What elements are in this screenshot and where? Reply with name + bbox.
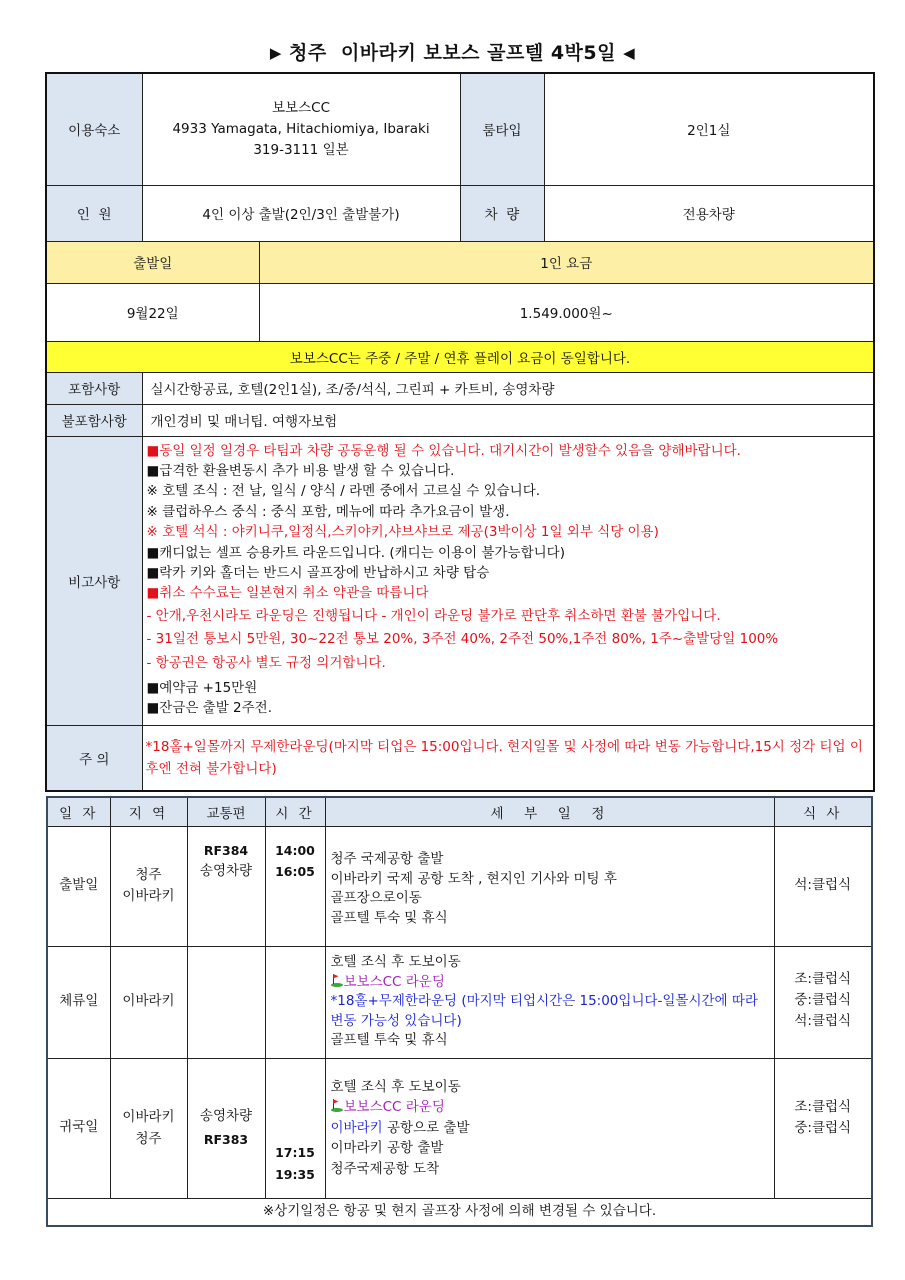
lodging-row: [46, 73, 874, 185]
day-meal: [774, 1058, 872, 1198]
price-value: 1.549.000원~: [259, 283, 874, 341]
time-line: 17:15: [275, 1144, 315, 1160]
caution-row: [46, 725, 874, 791]
day-meal: [774, 946, 872, 1058]
remarks-row: [46, 436, 874, 725]
people-label: 인 원: [46, 185, 142, 241]
region-line: 이바라키: [122, 1109, 175, 1125]
footer-row: [47, 1198, 872, 1226]
remark-line: ■잔금은 출발 2주전.: [146, 700, 273, 717]
remarks-label: 비고사항: [46, 436, 142, 725]
remark-line: - 안개,우천시라도 라운딩은 진행됩니다 - 개인이 라운딩 불가로 판단후 취소하면 환불 불가입니다.: [146, 607, 721, 624]
header-time: 시 간: [265, 797, 325, 826]
header-meal: 식 사: [774, 797, 872, 826]
right-arrow-icon: ▶: [269, 44, 282, 62]
day-region: 이바라키: [110, 946, 187, 1058]
schedule-line: [331, 1118, 768, 1139]
time-line: 14:00: [275, 842, 315, 858]
flight-number: RF383: [203, 1132, 249, 1147]
remark-line: ■예약금 +15만원: [146, 679, 258, 696]
left-arrow-icon: ◀: [623, 44, 636, 62]
car-label: 차 량: [460, 185, 544, 241]
remark-line: ※ 클럽하우스 중식 : 중식 포함, 메뉴에 따라 추가요금이 발생.: [146, 503, 510, 520]
price-header-row: [46, 241, 874, 283]
day-time: [265, 946, 325, 1058]
departure-date: 9월22일: [46, 283, 259, 341]
schedule-line: 청주 국제공항 출발: [330, 851, 444, 867]
day-label: 출발일: [47, 826, 110, 946]
day-schedule: [325, 946, 774, 1058]
remark-line: ■동일 일정 일경우 타팀과 차량 공동운행 될 수 있습니다. 대기시간이 발생할수 있음을 양해바랍니다.: [146, 442, 741, 459]
region-line: 청주: [135, 1131, 162, 1147]
remark-line: ■캐디없는 셀프 승용카트 라운드입니다. (캐디는 이용이 불가능합니다): [146, 544, 565, 561]
lodging-address-1: 4933 Yamagata, Hitachiomiya, Ibaraki: [172, 120, 430, 137]
remark-line: - 31일전 통보시 5만원, 30~22전 통보 20%, 3주전 40%, 2주전 50%,1주전 80%, 1주~출발당일 100%: [146, 631, 779, 648]
region-line: 이바라키: [122, 888, 175, 904]
itinerary-header-row: [47, 797, 872, 826]
table-row: [47, 1058, 872, 1198]
remark-line: ※ 호텔 조식 : 전 날, 일식 / 양식 / 라멘 중에서 고르실 수 있습니다.: [146, 483, 541, 500]
remark-line: - 항공권은 항공사 별도 규정 의거합니다.: [146, 654, 386, 671]
meal-line: 조:클럽식: [794, 1098, 852, 1115]
remark-line: ※ 호텔 석식 : 야키니쿠,일정식,스키야키,샤브샤브로 제공(3박이상 1일 외부 식당 이용): [146, 524, 659, 541]
day-region: [110, 1058, 187, 1198]
remark-line: ■락카 키와 홀더는 반드시 골프장에 반납하시고 차량 탑승: [146, 564, 490, 581]
schedule-line: 골프텔 투숙 및 휴식: [330, 909, 448, 926]
schedule-line: 청주국제공항 도착: [330, 1160, 440, 1177]
lodging-value: [142, 73, 460, 185]
table-row: [47, 826, 872, 946]
table-row: [47, 946, 872, 1058]
golf-flag-icon: [331, 1099, 343, 1112]
day-region: [110, 826, 187, 946]
meal-line: 조:클럽식: [794, 970, 852, 987]
golf-flag-icon: [331, 974, 343, 987]
included-label: 포함사항: [46, 372, 142, 404]
golf-round-line: [331, 973, 768, 993]
title-text: 청주 이바라키 보보스 골프텔 4박5일: [289, 42, 616, 64]
remarks-list: [142, 436, 874, 725]
transport-line: 송영차량: [199, 862, 253, 879]
price-header: 1인 요금: [259, 241, 874, 283]
remark-line: ■급격한 환율변동시 추가 비용 발생 할 수 있습니다.: [146, 462, 455, 479]
excluded-label: 불포함사항: [46, 404, 142, 436]
schedule-line: 이마라키 공항 출발: [330, 1140, 444, 1156]
golf-round-text: 보보스CC 라운딩: [343, 1099, 445, 1115]
flight-number: RF384: [203, 842, 249, 858]
schedule-line: 골프텔 투숙 및 휴식: [330, 1032, 448, 1049]
notice-row: [46, 341, 874, 372]
schedule-line: 호텔 조식 후 도보이동: [330, 954, 461, 971]
meal-line: 중:클럽식: [794, 991, 852, 1008]
itinerary-footnote: ※상기일정은 항공 및 현지 골프장 사정에 의해 변경될 수 있습니다.: [47, 1198, 872, 1226]
header-date: 일 자: [47, 797, 110, 826]
car-value: 전용차량: [544, 185, 874, 241]
meal-line: 석:클럽식: [794, 1012, 852, 1029]
lodging-label: 이용숙소: [46, 73, 142, 185]
day-transport: [187, 1058, 265, 1198]
departure-date-header: 출발일: [46, 241, 259, 283]
day-label: 체류일: [47, 946, 110, 1058]
people-value: 4인 이상 출발(2인/3인 출발불가): [142, 185, 460, 241]
meal-line: 중:클럽식: [794, 1119, 852, 1136]
caution-label: 주 의: [46, 725, 142, 791]
header-region: 지 역: [110, 797, 187, 826]
room-label: 룸타입: [460, 73, 544, 185]
golf-round-line: [331, 1097, 768, 1118]
golf-round-text: 보보스CC 라운딩: [343, 973, 445, 990]
caution-text: *18홀+일몰까지 무제한라운딩(마지막 티업은 15:00입니다. 현지일몰 및 사정에 따라 변동 가능합니다,15시 정각 티업 이후엔 전혀 불가합니다): [142, 725, 874, 791]
room-value: 2인1실: [544, 73, 874, 185]
header-schedule: 세 부 일 정: [325, 797, 774, 826]
included-value: 실시간항공료, 호텔(2인1실), 조/중/석식, 그린피 + 카트비, 송영차량: [142, 372, 874, 404]
schedule-line: 이바라키 국제 공항 도착 , 현지인 기사와 미팅 후: [330, 870, 617, 887]
schedule-line: 호텔 조식 후 도보이동: [330, 1078, 461, 1095]
remark-line: ■취소 수수료는 일본현지 취소 약관을 따릅니다: [146, 585, 429, 602]
price-row: [46, 283, 874, 341]
day-schedule: [325, 1058, 774, 1198]
transport-line: 송영차량: [199, 1108, 253, 1124]
day-transport: [187, 946, 265, 1058]
time-line: 19:35: [275, 1166, 315, 1182]
included-row: [46, 372, 874, 404]
itinerary-table: [46, 796, 873, 1227]
airport-name: 이바라키: [330, 1119, 383, 1136]
region-line: 청주: [135, 867, 162, 883]
lodging-name: 보보스CC: [272, 99, 330, 116]
info-table: [45, 72, 875, 792]
excluded-value: 개인경비 및 매너팁. 여행자보험: [142, 404, 874, 436]
day-schedule: [325, 826, 774, 946]
day-transport: [187, 826, 265, 946]
page-title: [0, 38, 905, 65]
lodging-address-2: 319-3111 일본: [253, 141, 349, 158]
schedule-line: 골프장으로이동: [330, 890, 422, 906]
price-notice: 보보스CC는 주중 / 주말 / 연휴 플레이 요금이 동일합니다.: [46, 341, 874, 372]
day-time: [265, 826, 325, 946]
schedule-text: 공항으로 출발: [382, 1119, 470, 1136]
day-meal: 석:클럽식: [774, 826, 872, 946]
header-transport: 교통편: [187, 797, 265, 826]
excluded-row: [46, 404, 874, 436]
round-note: *18홀+무제한라운딩 (마지막 티업시간은 15:00입니다-일몰시간에 따라 변동 가능성 있습니다): [330, 993, 758, 1029]
day-time: [265, 1058, 325, 1198]
time-line: 16:05: [275, 863, 315, 879]
day-label: 귀국일: [47, 1058, 110, 1198]
people-row: [46, 185, 874, 241]
